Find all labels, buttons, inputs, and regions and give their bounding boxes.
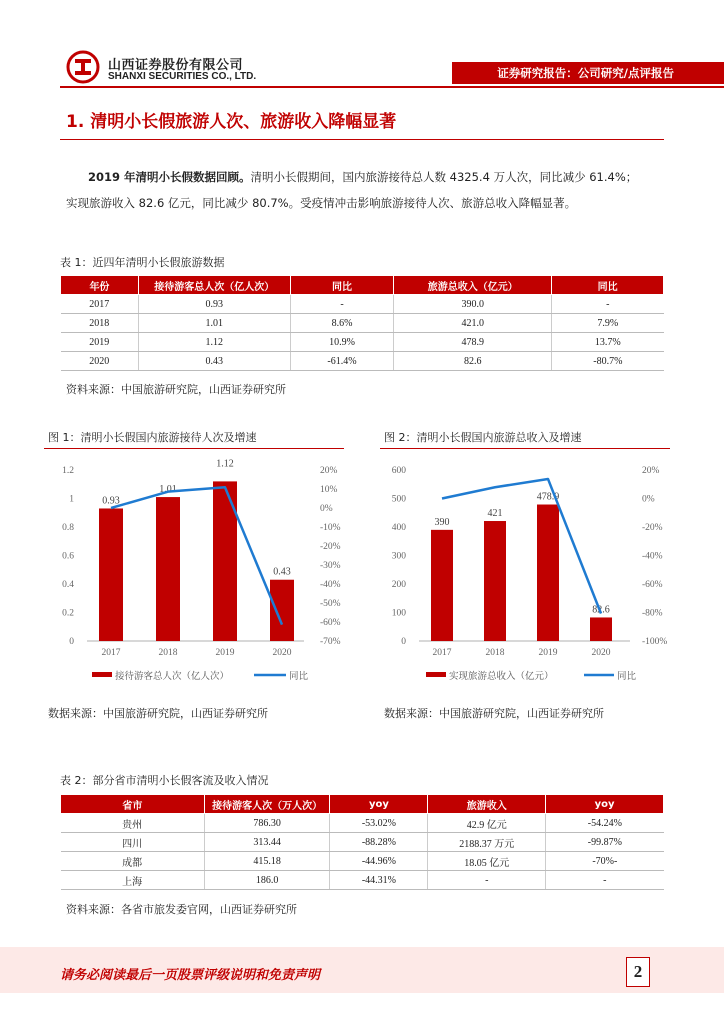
x-tick-label: 2020 <box>591 648 611 658</box>
figure1-source: 数据来源：中国旅游研究院，山西证券研究所 <box>48 707 268 720</box>
left-tick-label: 500 <box>391 494 406 505</box>
section-divider <box>60 139 664 140</box>
left-tick-label: 0.2 <box>62 608 74 619</box>
legend-label: 实现旅游总收入（亿元） <box>449 671 554 682</box>
left-axis <box>392 466 407 647</box>
bar <box>99 508 123 641</box>
table-cell: 415.18 <box>204 852 330 871</box>
x-tick-label: 2019 <box>215 648 235 658</box>
table-cell: 2018 <box>61 314 139 333</box>
table1 <box>60 275 664 371</box>
summary-lead: 2019 年清明小长假数据回顾。 <box>88 170 251 184</box>
table-cell: - <box>552 295 664 314</box>
summary-paragraph <box>66 164 666 216</box>
right-tick-label: -60% <box>320 618 341 628</box>
table2-header-cell: 省市 <box>61 795 205 814</box>
right-tick-label: -100% <box>642 637 668 647</box>
data-label: 421 <box>487 508 503 520</box>
table-cell: 成都 <box>61 852 205 871</box>
left-tick-label: 100 <box>391 608 406 619</box>
table-cell: 2020 <box>61 352 139 371</box>
table2-header-cell: yoy <box>330 795 428 814</box>
right-tick-label: -70% <box>320 637 341 647</box>
left-tick-label: 0.4 <box>62 580 74 590</box>
figure2-divider <box>380 448 670 449</box>
left-tick-label: 1.2 <box>62 466 74 476</box>
table2-header-cell: 旅游收入 <box>428 795 546 814</box>
left-tick-label: 1 <box>69 494 74 505</box>
footer-disclaimer: 请务必阅读最后一页股票评级说明和免责声明 <box>60 968 321 983</box>
table-cell: -44.96% <box>330 852 428 871</box>
table1-header-cell: 年份 <box>61 276 139 295</box>
bar <box>484 521 506 641</box>
table-cell: 1.01 <box>138 314 290 333</box>
company-name-cn: 山西证券股份有限公司 <box>108 58 244 73</box>
table-cell: 13.7% <box>552 333 664 352</box>
legend-label: 同比 <box>617 671 637 682</box>
table-cell: 0.93 <box>138 295 290 314</box>
right-tick-label: 0% <box>642 494 655 505</box>
table-cell: -70%- <box>546 852 664 871</box>
legend-label: 同比 <box>289 671 309 682</box>
legend-bar-swatch <box>92 672 112 677</box>
report-type: 证券研究报告：公司研究/点评报告 <box>497 66 674 80</box>
legend-label: 接待游客总人次（亿人次） <box>115 671 230 682</box>
right-tick-label: -80% <box>642 608 663 619</box>
legend <box>92 670 309 682</box>
table1-header-cell: 同比 <box>552 276 664 295</box>
table-cell: - <box>428 871 546 890</box>
table-cell: 1.12 <box>138 333 290 352</box>
legend <box>426 670 637 682</box>
table-cell: 478.9 <box>394 333 552 352</box>
table-row <box>61 314 664 333</box>
table-cell: 10.9% <box>290 333 394 352</box>
table1-header-row <box>61 276 664 295</box>
table-cell: -61.4% <box>290 352 394 371</box>
data-label: 478.9 <box>536 491 560 503</box>
table2-caption: 表 2：部分省市清明小长假客流及收入情况 <box>60 774 269 787</box>
table1-header-cell: 接待游客总人次（亿人次） <box>138 276 290 295</box>
table-cell: -44.31% <box>330 871 428 890</box>
data-label: 1.01 <box>159 484 177 496</box>
x-axis <box>433 648 611 658</box>
bar <box>431 530 453 641</box>
x-tick-label: 2019 <box>538 648 558 658</box>
right-tick-label: -40% <box>642 551 663 562</box>
right-axis <box>320 466 341 647</box>
line-series <box>442 479 601 614</box>
right-tick-label: 0% <box>320 504 333 514</box>
x-tick-label: 2017 <box>101 648 121 658</box>
figure1-caption: 图 1：清明小长假国内旅游接待人次及增速 <box>48 431 257 444</box>
data-label: 82.6 <box>592 604 610 616</box>
company-logo-icon <box>66 50 100 84</box>
figure2-source: 数据来源：中国旅游研究院，山西证券研究所 <box>384 707 604 720</box>
left-axis <box>62 466 74 647</box>
table2-header-row <box>61 795 664 814</box>
page-header <box>0 0 724 92</box>
page-number: 2 <box>626 957 650 987</box>
table2-header-cell: yoy <box>546 795 664 814</box>
right-axis <box>642 466 667 647</box>
figure2-caption: 图 2：清明小长假国内旅游总收入及增速 <box>384 431 582 444</box>
right-tick-label: -20% <box>320 542 341 552</box>
x-tick-label: 2018 <box>158 648 178 658</box>
table-cell: -54.24% <box>546 814 664 833</box>
bar <box>590 617 612 641</box>
table1-header-cell: 旅游总收入（亿元） <box>394 276 552 295</box>
table-cell: -88.28% <box>330 833 428 852</box>
table-cell: 421.0 <box>394 314 552 333</box>
table-cell: 8.6% <box>290 314 394 333</box>
table-cell: 313.44 <box>204 833 330 852</box>
right-tick-label: -10% <box>320 523 341 533</box>
chart-revenue <box>380 452 680 692</box>
table-row <box>61 852 664 871</box>
x-tick-label: 2018 <box>485 648 505 658</box>
right-tick-label: -20% <box>642 523 663 533</box>
data-label: 1.12 <box>216 458 234 470</box>
bar-series <box>431 492 612 641</box>
bar-series <box>99 458 294 641</box>
bar <box>270 580 294 641</box>
left-tick-label: 0 <box>401 637 406 647</box>
header-divider <box>60 86 724 88</box>
legend-bar-swatch <box>426 672 446 677</box>
table1-caption: 表 1：近四年清明小长假旅游数据 <box>60 256 225 269</box>
table-cell: 82.6 <box>394 352 552 371</box>
table-row <box>61 833 664 852</box>
table-row <box>61 814 664 833</box>
data-label: 0.43 <box>273 566 291 578</box>
chart-visitors <box>44 452 344 692</box>
x-axis <box>102 648 292 658</box>
bar <box>537 505 559 641</box>
left-tick-label: 400 <box>391 523 406 533</box>
left-tick-label: 600 <box>391 466 406 476</box>
right-tick-label: -50% <box>320 599 341 609</box>
table-cell: 786.30 <box>204 814 330 833</box>
table-cell: 上海 <box>61 871 205 890</box>
bar <box>156 497 180 641</box>
table-cell: 7.9% <box>552 314 664 333</box>
table2-source: 资料来源：各省市旅发委官网，山西证券研究所 <box>66 903 297 916</box>
table2-header-cell: 接待游客人次（万人次） <box>204 795 330 814</box>
left-tick-label: 0.8 <box>62 523 74 533</box>
right-tick-label: -40% <box>320 580 341 590</box>
figure1-divider <box>44 448 344 449</box>
table-cell: 2188.37 万元 <box>428 833 546 852</box>
data-label: 0.93 <box>102 495 120 507</box>
report-type-bar <box>452 62 724 84</box>
table-cell: - <box>546 871 664 890</box>
summary-line-2: 实现旅游收入 82.6 亿元，同比减少 80.7%。受疫情冲击影响旅游接待人次、旅游总收入降幅显著。 <box>66 196 577 210</box>
table-cell: -80.7% <box>552 352 664 371</box>
table-row <box>61 352 664 371</box>
left-tick-label: 300 <box>391 551 406 562</box>
left-tick-label: 0.6 <box>62 551 74 562</box>
table-row <box>61 333 664 352</box>
table-cell: 四川 <box>61 833 205 852</box>
data-label: 390 <box>434 516 450 528</box>
table-cell: 0.43 <box>138 352 290 371</box>
line-path <box>442 479 601 614</box>
line-path <box>111 487 282 624</box>
x-tick-label: 2020 <box>272 648 292 658</box>
line-series <box>111 487 282 624</box>
table-cell: -99.87% <box>546 833 664 852</box>
table-row <box>61 871 664 890</box>
table-cell: 42.9 亿元 <box>428 814 546 833</box>
left-tick-label: 200 <box>391 580 406 590</box>
right-tick-label: 20% <box>642 466 660 476</box>
table2 <box>60 794 664 890</box>
table-cell: 2017 <box>61 295 139 314</box>
table1-source: 资料来源：中国旅游研究院，山西证券研究所 <box>66 383 286 396</box>
right-tick-label: 10% <box>320 485 338 495</box>
table-cell: 2019 <box>61 333 139 352</box>
summary-line-1: 2019 年清明小长假数据回顾。清明小长假期间，国内旅游接待总人数 4325.4 万人次，同比减少 61.4%； <box>88 170 638 184</box>
company-name-en: SHANXI SECURITIES CO., LTD. <box>108 71 257 82</box>
right-tick-label: 20% <box>320 466 338 476</box>
table-cell: 186.0 <box>204 871 330 890</box>
table-cell: - <box>290 295 394 314</box>
table-cell: -53.02% <box>330 814 428 833</box>
right-tick-label: -30% <box>320 561 341 571</box>
section-title: 1. 清明小长假旅游人次、旅游收入降幅显著 <box>66 112 397 132</box>
x-tick-label: 2017 <box>432 648 452 658</box>
table-cell: 贵州 <box>61 814 205 833</box>
table-cell: 18.05 亿元 <box>428 852 546 871</box>
left-tick-label: 0 <box>69 637 74 647</box>
right-tick-label: -60% <box>642 580 663 590</box>
table-cell: 390.0 <box>394 295 552 314</box>
table-row <box>61 295 664 314</box>
table1-header-cell: 同比 <box>290 276 394 295</box>
